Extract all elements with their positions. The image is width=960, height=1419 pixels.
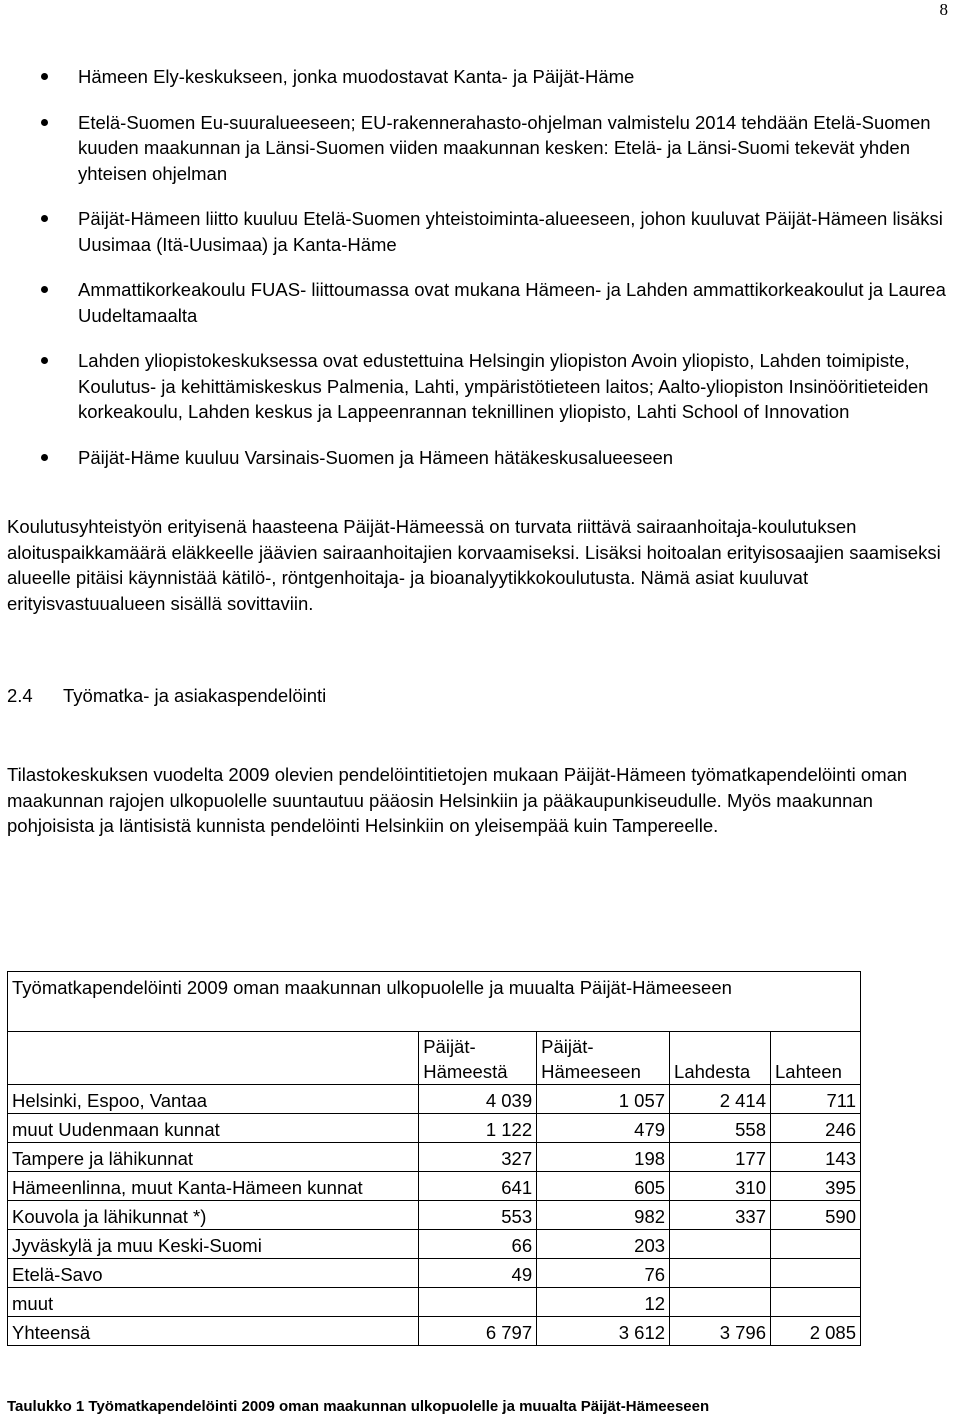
value-cell [670,1259,771,1288]
table-header-cell: Päijät- Hämeestä [419,1032,537,1085]
page-number: 8 [939,0,948,19]
table-title-row [8,972,861,1032]
value-cell: 3 612 [537,1317,670,1346]
bullet-list [0,64,960,490]
table-row [8,1201,861,1230]
region-cell: Jyväskylä ja muu Keski-Suomi [8,1230,419,1259]
value-cell: 12 [537,1288,670,1317]
value-cell: 49 [419,1259,537,1288]
list-item [0,110,960,187]
list-item-text: Ammattikorkeakoulu FUAS- liittoumassa ovat mukana Hämeen- ja Lahden ammattikorkeakoulut ja Laurea Uudeltamaalta [78,279,946,326]
value-cell: 2 414 [670,1085,771,1114]
paragraph-training: Koulutusyhteistyön erityisenä haasteena Päijät-Hämeessä on turvata riittävä sairaanhoitaja-koulutuksen aloituspaikkamäärä eläkkeelle jäävien sairaanhoitajien korvaamiseksi. Lisäksi hoitoalan erityisosaajien saamiseksi alueelle pitäisi käynnistää kätilö-, röntgenhoitaja- ja bioanalyytikkokoulutusta. Nämä asiat kuuluvat erityisvastuualueen sisällä sovittaviin. [7,516,941,614]
bullet-icon [41,286,48,293]
value-cell: 203 [537,1230,670,1259]
value-cell: 143 [771,1143,861,1172]
bullet-icon [41,454,48,461]
table-header-cell: Lahdesta [670,1032,771,1085]
region-cell: Helsinki, Espoo, Vantaa [8,1085,419,1114]
value-cell: 479 [537,1114,670,1143]
value-cell: 4 039 [419,1085,537,1114]
region-cell: Etelä-Savo [8,1259,419,1288]
value-cell: 1 122 [419,1114,537,1143]
list-item [0,64,960,90]
table-header-cell: Päijät- Hämeeseen [537,1032,670,1085]
list-item-text: Päijät-Häme kuuluu Varsinais-Suomen ja Hämeen hätäkeskusalueeseen [78,446,674,468]
table-title: Työmatkapendelöinti 2009 oman maakunnan ulkopuolelle ja muualta Päijät-Hämeeseen [8,972,861,1032]
list-item [0,206,960,257]
value-cell: 641 [419,1172,537,1201]
value-cell [419,1288,537,1317]
value-cell: 2 085 [771,1317,861,1346]
region-cell: muut [8,1288,419,1317]
list-item-text: Etelä-Suomen Eu-suuralueeseen; EU-rakennerahasto-ohjelman valmistelu 2014 tehdään Etelä-Suomen kuuden maakunnan ja Länsi-Suomen viiden maakunnan kesken: Etelä- ja Länsi-Suomi tekevät yhden yhteisen ohjelman [78,111,931,184]
value-cell: 553 [419,1201,537,1230]
table-row [8,1259,861,1288]
value-cell: 66 [419,1230,537,1259]
value-cell: 590 [771,1201,861,1230]
value-cell: 3 796 [670,1317,771,1346]
table-row [8,1114,861,1143]
bullet-icon [41,215,48,222]
value-cell: 177 [670,1143,771,1172]
bullet-icon [41,119,48,126]
region-cell: Kouvola ja lähikunnat *) [8,1201,419,1230]
list-item-text: Lahden yliopistokeskuksessa ovat edustettuina Helsingin yliopiston Avoin yliopisto, Lahden toimipiste, Koulutus- ja kehittämiskeskus Palmenia, Lahti, ympäristötieteen laitos; Aalto-yliopiston Insinööritieteiden korkeakoulu, Lahden keskus ja Lappeenrannan teknillinen yliopisto, Lahti School of Innovation [78,350,929,422]
section-number: 2.4 [7,685,33,706]
value-cell: 246 [771,1114,861,1143]
list-item-text: Hämeen Ely-keskukseen, jonka muodostavat Kanta- ja Päijät-Häme [78,66,635,87]
value-cell: 76 [537,1259,670,1288]
region-cell: Hämeenlinna, muut Kanta-Hämeen kunnat [8,1172,419,1201]
section-title: Työmatka- ja asiakaspendelöinti [63,685,327,706]
list-item [0,277,960,328]
table-row-total [8,1317,861,1346]
value-cell: 310 [670,1172,771,1201]
list-item [0,348,960,425]
table-row [8,1172,861,1201]
commuting-table [7,971,861,1346]
value-cell [670,1288,771,1317]
bullet-icon [41,357,48,364]
table-row [8,1143,861,1172]
value-cell: 1 057 [537,1085,670,1114]
region-cell: muut Uudenmaan kunnat [8,1114,419,1143]
table-row [8,1085,861,1114]
list-item-text: Päijät-Hämeen liitto kuuluu Etelä-Suomen yhteistoiminta-alueeseen, johon kuuluvat Päijät-Hämeen lisäksi Uusimaa (Itä-Uusimaa) ja Kanta-Häme [78,208,943,255]
table-header-empty [8,1032,419,1085]
value-cell: 198 [537,1143,670,1172]
value-cell [670,1230,771,1259]
table-header-row [8,1032,861,1085]
section-heading [7,685,326,707]
value-cell: 327 [419,1143,537,1172]
region-cell: Yhteensä [8,1317,419,1346]
value-cell [771,1259,861,1288]
value-cell: 605 [537,1172,670,1201]
value-cell [771,1288,861,1317]
region-cell: Tampere ja lähikunnat [8,1143,419,1172]
paragraph-commuting: Tilastokeskuksen vuodelta 2009 olevien pendelöintitietojen mukaan Päijät-Hämeen työmatkapendelöinti oman maakunnan rajojen ulkopuolelle suuntautuu pääosin Helsinkiin ja pääkaupunkiseudulle. Myös maakunnan pohjoisista ja läntisistä kunnista pendelöinti Helsinkiin on yleisempää kuin Tampereelle. [7,764,908,836]
table-row [8,1230,861,1259]
value-cell: 982 [537,1201,670,1230]
table-header-cell: Lahteen [771,1032,861,1085]
value-cell: 6 797 [419,1317,537,1346]
table-row [8,1288,861,1317]
value-cell: 558 [670,1114,771,1143]
list-item [0,445,960,471]
value-cell [771,1230,861,1259]
value-cell: 337 [670,1201,771,1230]
value-cell: 711 [771,1085,861,1114]
bullet-icon [41,73,48,80]
table-caption: Taulukko 1 Työmatkapendelöinti 2009 oman maakunnan ulkopuolelle ja muualta Päijät-Hämeeseen [7,1398,710,1415]
value-cell: 395 [771,1172,861,1201]
